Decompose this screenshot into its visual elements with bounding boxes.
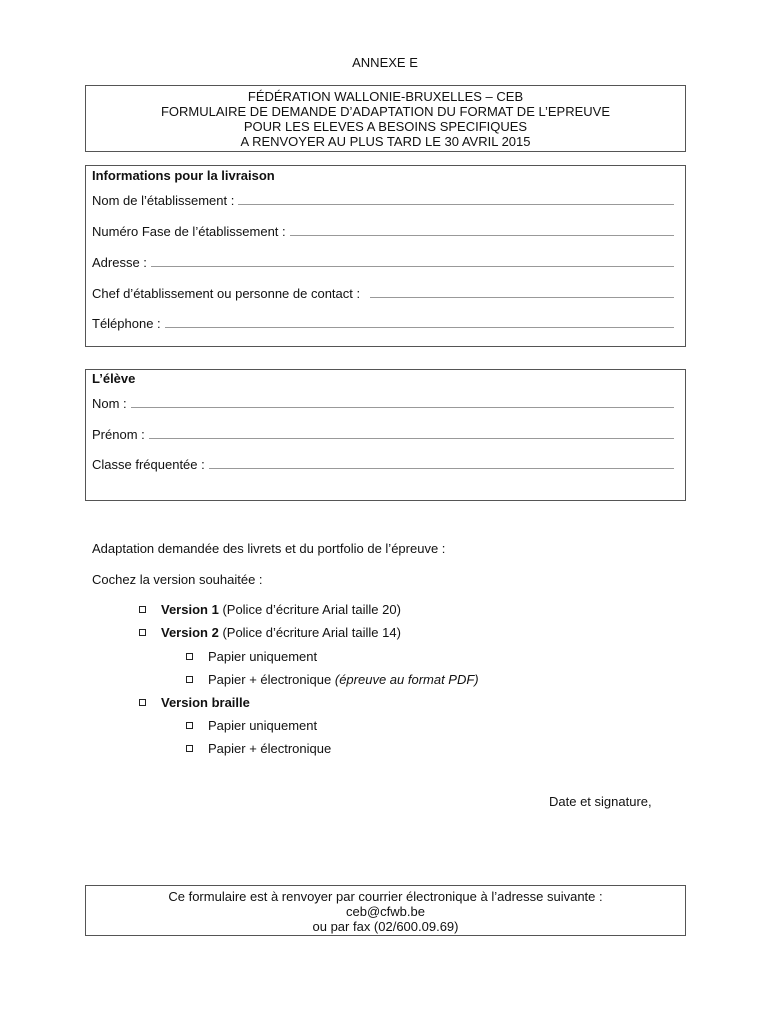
first-name-field[interactable] xyxy=(92,424,674,442)
class-label: Classe fréquentée : xyxy=(92,457,205,472)
adaptation-text: Adaptation demandée des livrets et du portfolio de l’épreuve : xyxy=(92,541,446,556)
braille-electronic-label: Papier + électronique xyxy=(208,741,332,756)
version2-title: Version 2 xyxy=(161,625,219,640)
student-section-title: L’élève xyxy=(92,371,136,386)
first-name-line[interactable] xyxy=(149,438,674,439)
class-field[interactable] xyxy=(92,454,674,472)
contact-line[interactable] xyxy=(370,297,674,298)
version2-checkbox[interactable] xyxy=(139,629,146,636)
contact-field[interactable] xyxy=(92,283,674,301)
fase-number-line[interactable] xyxy=(290,235,674,236)
last-name-line[interactable] xyxy=(131,407,674,408)
version1-checkbox[interactable] xyxy=(139,606,146,613)
header-deadline: A RENVOYER AU PLUS TARD LE 30 AVRIL 2015 xyxy=(240,134,531,149)
version1-desc: (Police d’écriture Arial taille 20) xyxy=(222,602,401,617)
establishment-name-field[interactable] xyxy=(92,190,674,208)
braille-electronic-checkbox[interactable] xyxy=(186,745,193,752)
version2-electronic-checkbox[interactable] xyxy=(186,676,193,683)
header-audience: POUR LES ELEVES A BESOINS SPECIFIQUES xyxy=(243,119,528,134)
version1-title: Version 1 xyxy=(161,602,219,617)
phone-field[interactable] xyxy=(92,313,674,331)
address-label: Adresse : xyxy=(92,255,147,270)
contact-label: Chef d’établissement ou personne de contact : xyxy=(92,286,361,301)
last-name-label: Nom : xyxy=(92,396,127,411)
version2-electronic-note: (épreuve au format PDF) xyxy=(334,672,479,687)
version2-electronic-option xyxy=(208,672,479,687)
choose-version-text: Cochez la version souhaitée : xyxy=(92,572,263,587)
braille-checkbox[interactable] xyxy=(139,699,146,706)
header-box xyxy=(85,85,686,152)
braille-paper-label: Papier uniquement xyxy=(208,718,318,733)
version2-paper-label: Papier uniquement xyxy=(208,649,318,664)
version2-electronic-label: Papier + électronique xyxy=(208,672,332,687)
address-line[interactable] xyxy=(151,266,674,267)
version2-option xyxy=(161,625,401,640)
version2-paper-checkbox[interactable] xyxy=(186,653,193,660)
delivery-section-title: Informations pour la livraison xyxy=(92,168,275,183)
date-signature-label: Date et signature, xyxy=(549,794,652,809)
fase-number-field[interactable] xyxy=(92,221,674,239)
header-federation: FÉDÉRATION WALLONIE-BRUXELLES – CEB xyxy=(247,89,524,104)
version1-option xyxy=(161,602,401,617)
address-field[interactable] xyxy=(92,252,674,270)
braille-title: Version braille xyxy=(161,695,250,710)
last-name-field[interactable] xyxy=(92,393,674,411)
footer-fax: ou par fax (02/600.09.69) xyxy=(312,919,459,934)
braille-paper-checkbox[interactable] xyxy=(186,722,193,729)
header-form-title: FORMULAIRE DE DEMANDE D’ADAPTATION DU FORMAT DE L’EPREUVE xyxy=(160,104,611,119)
establishment-name-line[interactable] xyxy=(238,204,674,205)
fase-number-label: Numéro Fase de l’établissement : xyxy=(92,224,286,239)
first-name-label: Prénom : xyxy=(92,427,145,442)
phone-line[interactable] xyxy=(165,327,674,328)
footer-box xyxy=(85,885,686,936)
class-line[interactable] xyxy=(209,468,674,469)
version2-desc: (Police d’écriture Arial taille 14) xyxy=(222,625,401,640)
establishment-name-label: Nom de l’établissement : xyxy=(92,193,235,208)
phone-label: Téléphone : xyxy=(92,316,161,331)
footer-email[interactable]: ceb@cfwb.be xyxy=(346,904,425,919)
footer-instruction: Ce formulaire est à renvoyer par courrier électronique à l’adresse suivante : xyxy=(168,889,603,904)
annex-title: ANNEXE E xyxy=(352,55,418,70)
